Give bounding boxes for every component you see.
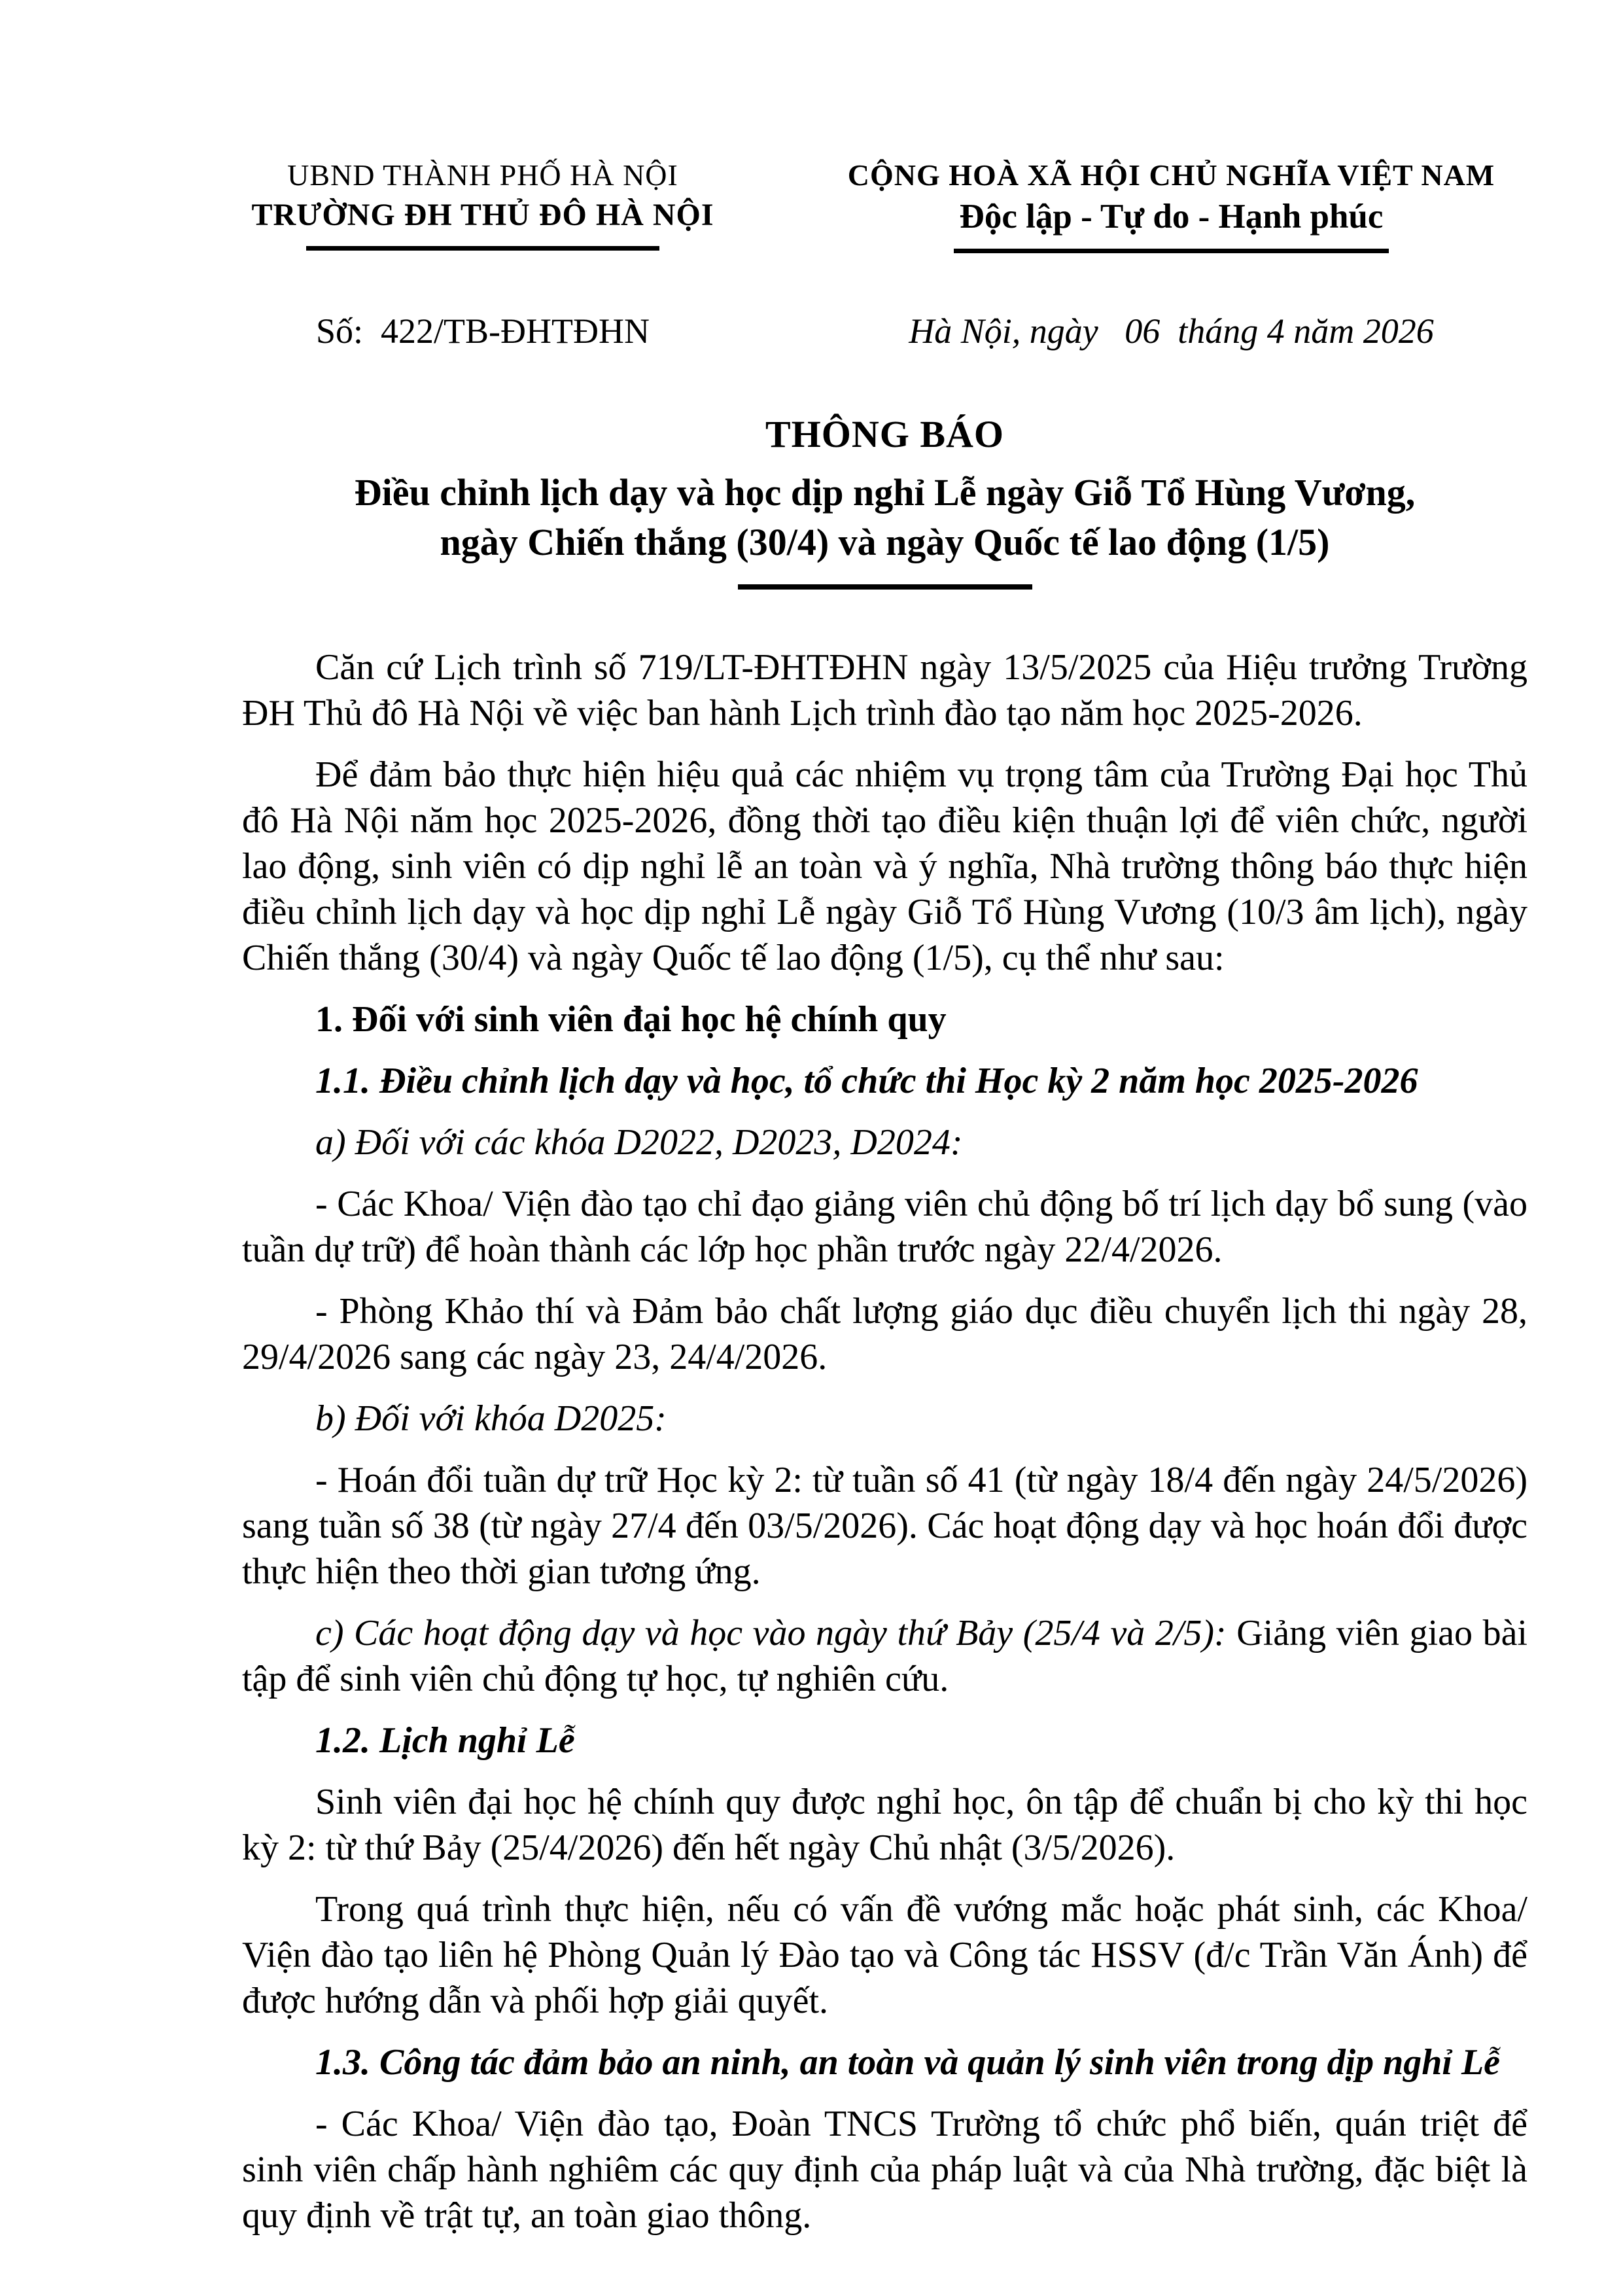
document-subject-line1: Điều chỉnh lịch dạy và học dịp nghỉ Lễ ngày Giỗ Tổ Hùng Vương, [354,471,1416,514]
paragraph-purpose: Để đảm bảo thực hiện hiệu quả các nhiệm vụ trọng tâm của Trường Đại học Thủ đô Hà Nội năm học 2025-2026, đồng thời tạo điều kiện thuận lợi để viên chức, người lao động, sinh viên có dịp nghỉ lễ an toàn và ý nghĩa, Nhà trường thông báo thực hiện điều chỉnh lịch dạy và học dịp nghỉ Lễ ngày Giỗ Tổ Hùng Vương (10/3 âm lịch), ngày Chiến thắng (30/4) và ngày Quốc tế lao động (1/5), cụ thể như sau: [242,754,1527,978]
paragraph-item-b-bullet-1: - Hoán đổi tuần dự trữ Học kỳ 2: từ tuần số 41 (từ ngày 18/4 đến ngày 24/5/2026) sang tuần số 38 (từ ngày 27/4 đến 03/5/2026). Các hoạt động dạy và học hoán đổi được thực hiện theo thời gian tương ứng. [242,1460,1527,1592]
national-motto: Độc lập - Tự do - Hạnh phúc [959,198,1384,236]
issuing-org-name: TRƯỜNG ĐH THỦ ĐÔ HÀ NỘI [251,198,714,232]
paragraph-item-c [242,1610,1527,1702]
paragraph-1-3-bullet-1: - Các Khoa/ Viện đào tạo, Đoàn TNCS Trường tổ chức phổ biến, quán triệt để sinh viên chấp hành nghiêm các quy định của pháp luật và của Nhà trường, đặc biệt là quy định về trật tự, an toàn giao thông. [242,2104,1527,2236]
paragraph-item-a-bullet-1: - Các Khoa/ Viện đào tạo chỉ đạo giảng viên chủ động bố trí lịch dạy bổ sung (vào tuần dự trữ) để hoàn thành các lớp học phần trước ngày 22/4/2026. [242,1184,1527,1270]
title-underline-rule [738,584,1032,590]
title-block [242,412,1527,590]
paragraph-item-c-lead: c) Các hoạt động dạy và học vào ngày thứ Bảy (25/4 và 2/5): [315,1613,1227,1653]
document-type-title: THÔNG BÁO [765,413,1005,455]
paragraph-item-a-bullet-2: - Phòng Khảo thí và Đảm bảo chất lượng giáo dục điều chuyển lịch thi ngày 28, 29/4/2026 sang các ngày 23, 24/4/2026. [242,1291,1527,1377]
org-underline-rule [306,246,659,251]
paragraph-legal-basis: Căn cứ Lịch trình số 719/LT-ĐHTĐHN ngày 13/5/2025 của Hiệu trưởng Trường ĐH Thủ đô Hà Nội về việc ban hành Lịch trình đào tạo năm học 2025-2026. [242,647,1527,733]
document-content [242,412,1527,2238]
heading-section-1-1: 1.1. Điều chỉnh lịch dạy và học, tổ chức thi Học kỳ 2 năm học 2025-2026 [315,1061,1418,1101]
issuing-org-block [221,156,744,351]
paragraph-1-2-contact: Trong quá trình thực hiện, nếu có vấn đề vướng mắc hoặc phát sinh, các Khoa/ Viện đào tạo liên hệ Phòng Quản lý Đào tạo và Công tác HSSV (đ/c Trần Văn Ánh) để được hướng dẫn và phối hợp giải quyết. [242,1889,1527,2021]
document-body [242,645,1527,2238]
heading-section-1: 1. Đối với sinh viên đại học hệ chính quy [315,999,947,1040]
motto-underline-rule [954,249,1389,253]
heading-section-1-2: 1.2. Lịch nghỉ Lễ [315,1720,575,1761]
paragraph-item-c-rest: Giảng viên giao bài tập để sinh viên chủ động tự học, tự nghiên cứu. [242,1613,1527,1699]
document-subject [242,468,1527,567]
paragraph-1-2-holiday: Sinh viên đại học hệ chính quy được nghỉ học, ôn tập để chuẩn bị cho kỳ thi học kỳ 2: từ thứ Bảy (25/4/2026) đến hết ngày Chủ nhật (3/5/2026). [242,1782,1527,1868]
national-title: CỘNG HOÀ XÃ HỘI CHỦ NGHĨA VIỆT NAM [847,158,1495,192]
place-and-date: Hà Nội, ngày 06 tháng 4 năm 2026 [909,311,1434,351]
heading-section-1-3: 1.3. Công tác đảm bảo an ninh, an toàn và quản lý sinh viên trong dịp nghỉ Lễ [315,2042,1501,2083]
document-header [0,0,1623,351]
paragraph-item-a: a) Đối với các khóa D2022, D2023, D2024: [315,1122,963,1163]
paragraph-item-b: b) Đối với khóa D2025: [315,1398,667,1439]
national-motto-block [810,156,1533,351]
document-number: Số: 422/TB-ĐHTĐHN [316,311,650,351]
document-subject-line2: ngày Chiến thắng (30/4) và ngày Quốc tế lao động (1/5) [440,521,1330,563]
issuing-org-parent: UBND THÀNH PHỐ HÀ NỘI [287,158,678,192]
